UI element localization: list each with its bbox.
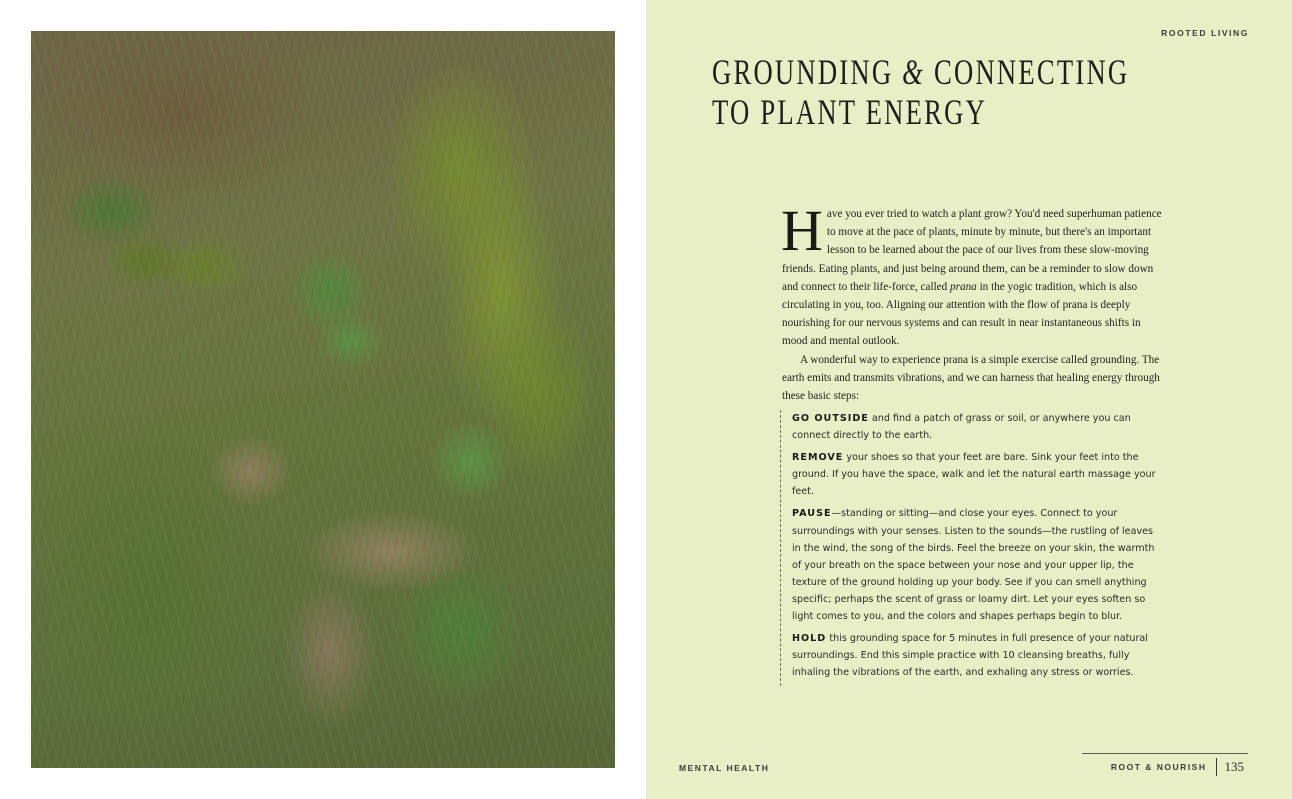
intro-p1-text: ave you ever tried to watch a plant grow? You'd need superhuman patience to move at the pace of plants, minute by minute, but there's an important lesson to be learned about the pace of our lives from these slow-moving friends. Eating plants, and just being around them, can be a reminder to slow down and connect to their life-force, called	[782, 208, 1162, 293]
moss-roots-photo	[31, 31, 615, 768]
steps-list	[780, 410, 1160, 686]
page-title	[712, 52, 1130, 132]
intro-text	[781, 198, 1162, 405]
right-page	[646, 0, 1292, 799]
footer-section: ROOT & NOURISH	[1110, 762, 1207, 772]
intro-p1-emphasis: prana	[950, 280, 977, 293]
step-text: this grounding space for 5 minutes in full presence of your natural surroundings. End this simple practice with 10 cleansing breaths, fully inhaling the vibrations of the earth, and exhaling any stress or worries.	[792, 633, 1148, 679]
footer-folio	[1111, 758, 1244, 776]
step-keyword: PAUSE	[792, 508, 832, 520]
step-keyword: REMOVE	[792, 452, 844, 464]
running-head: ROOTED LIVING	[1161, 28, 1249, 38]
step-keyword: GO OUTSIDE	[792, 413, 869, 424]
footer-rule	[1082, 753, 1248, 754]
title-word-connecting: CONNECTING	[934, 52, 1130, 92]
step-item	[792, 630, 1160, 681]
title-ampersand: &	[902, 52, 926, 92]
step-item	[792, 449, 1160, 500]
title-line-2: TO PLANT ENERGY	[712, 92, 988, 132]
drop-cap: H	[781, 198, 823, 263]
title-line-1	[712, 52, 1130, 92]
step-text: your shoes so that your feet are bare. Sink your feet into the ground. If you have the space, walk and let the natural earth massage your feet.	[792, 452, 1156, 498]
intro-p1-text-end: in the yogic tradition, which is also circulating in you, too. Aligning our attention with the flow of prana is deeply nourishing for our nervous systems and can result in near instantaneous shifts in mood and mental outlook.	[782, 280, 1141, 348]
title-word-grounding: GROUNDING	[712, 52, 894, 92]
step-text: —standing or sitting—and close your eyes. Connect to your surroundings with your senses. Listen to the sounds—the rustling of leaves in the wind, the song of the birds. Feel the breeze on your skin, the warmth of your breath on the space between your nose and your upper lip, the texture of the ground holding up your body. See if you can smell anything specific; perhaps the scent of grass or loamy dirt. Let your eyes soften so light comes to you, and the colors and shapes perhaps begin to blur.	[792, 508, 1155, 623]
step-item	[792, 410, 1160, 444]
intro-paragraph-1	[781, 198, 1162, 351]
footer-category: MENTAL HEALTH	[679, 763, 770, 773]
step-item	[792, 505, 1160, 625]
step-keyword: HOLD	[792, 633, 827, 645]
footer-divider	[1216, 758, 1217, 776]
page-number: 135	[1224, 759, 1244, 774]
step-text: and find a patch of grass or soil, or anywhere you can connect directly to the earth.	[792, 413, 1131, 442]
intro-paragraph-2: A wonderful way to experience prana is a simple exercise called grounding. The earth emits and transmits vibrations, and we can harness that healing energy through these basic steps:	[782, 353, 1160, 403]
